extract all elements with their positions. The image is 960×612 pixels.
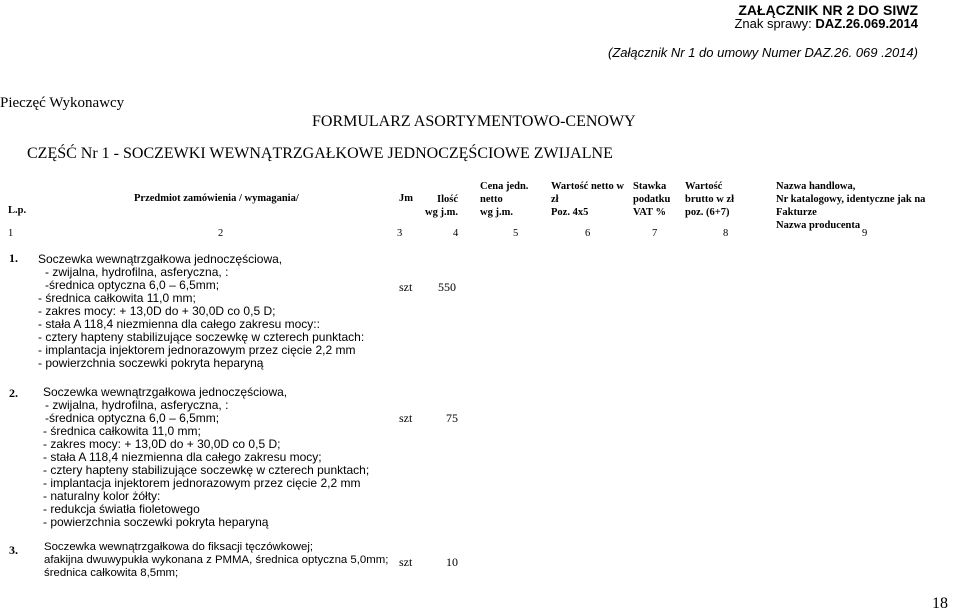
description-line: - redukcja światła fioletowego (43, 502, 200, 516)
column-number: 9 (862, 228, 868, 239)
column-number: 1 (8, 228, 14, 239)
case-number: DAZ.26.069.2014 (815, 16, 918, 31)
column-header-line: Stawka (633, 181, 667, 192)
column-header-line: L.p. (8, 205, 27, 216)
column-header-line: Ilość (437, 194, 458, 205)
column-number: 4 (453, 228, 459, 239)
column-header-line: Fakturze (776, 207, 817, 218)
description-line: - naturalny kolor żółty: (43, 489, 161, 503)
column-number: 8 (723, 228, 729, 239)
row-description (44, 541, 388, 580)
column-number: 3 (397, 228, 403, 239)
row-quantity: 10 (446, 555, 458, 569)
row-quantity: 550 (438, 280, 456, 294)
column-header-line: Nr katalogowy, identyczne jak na (776, 194, 926, 205)
column-header-line: brutto w zł (685, 194, 734, 205)
column-header-line: Poz. 4x5 (551, 207, 589, 218)
column-header-line: poz. (6+7) (685, 207, 730, 218)
description-line: - zakres mocy: + 13,0D do + 30,0D co 0,5 D; (43, 437, 281, 451)
description-line: afakijna dwuwypukła wykonana z PMMA, średnica optyczna 5,0mm; (44, 554, 389, 566)
description-line: - powierzchnia soczewki pokryta heparyną (43, 515, 269, 529)
column-header-unit (399, 192, 413, 205)
description-line: - implantacja injektorem jednorazowym przez cięcie 2,2 mm (38, 343, 356, 357)
description-line: - zwijalna, hydrofilna, asferyczna, : (45, 398, 229, 412)
column-number: 2 (218, 228, 224, 239)
column-header-line: Wartość (685, 181, 723, 192)
row-unit: szt (399, 411, 413, 425)
description-line: Soczewka wewnątrzgałkowa do fiksacji tęczówkowej; (44, 541, 314, 553)
description-line: - średnica całkowita 11,0 mm; (43, 424, 201, 438)
column-header-line: wg j.m. (480, 207, 513, 218)
row-number: 1. (9, 251, 18, 265)
form-title: FORMULARZ ASORTYMENTOWO-CENOWY (312, 113, 636, 130)
column-header-line: Wartość netto w (551, 181, 624, 192)
description-line: - stała A 118,4 niezmienna dla całego zakresu mocy:: (38, 317, 320, 331)
column-header-line: Przedmiot zamówienia / wymagania/ (134, 193, 299, 204)
description-line: Soczewka wewnątrzgałkowa jednoczęściowa, (43, 385, 288, 399)
column-number: 6 (585, 228, 591, 239)
column-header-line: Nazwa producenta (776, 220, 861, 231)
column-header-trade-name (776, 180, 925, 232)
case-reference (734, 17, 918, 30)
description-line: - zwijalna, hydrofilna, asferyczna, : (45, 265, 229, 279)
column-header-net-value (551, 180, 624, 219)
description-line: - implantacja injektorem jednorazowym przez cięcie 2,2 mm (43, 476, 361, 490)
description-line: - cztery hapteny stabilizujące soczewkę w czterech punktach; (43, 463, 370, 477)
part-title: CZĘŚĆ Nr 1 - SOCZEWKI WEWNĄTRZGAŁKOWE JEDNOCZĘŚCIOWE ZWIJALNE (27, 145, 613, 162)
description-line: - stała A 118,4 niezmienna dla całego zakresu mocy; (43, 450, 322, 464)
description-line: -średnica optyczna 6,0 – 6,5mm; (45, 278, 220, 292)
description-line: Soczewka wewnątrzgałkowa jednoczęściowa, (38, 252, 283, 266)
contractor-stamp-label: Pieczęć Wykonawcy (0, 95, 125, 111)
column-header-quantity (420, 193, 458, 219)
contract-reference: (Załącznik Nr 1 do umowy Numer DAZ.26. 069 .2014) (608, 45, 918, 60)
column-header-line: Jm (399, 193, 413, 204)
description-line: - średnica całkowita 11,0 mm; (38, 291, 196, 305)
column-header-line: Nazwa handlowa, (776, 181, 856, 192)
column-number: 7 (652, 228, 658, 239)
column-header-lp (8, 204, 26, 217)
description-line: -średnica optyczna 6,0 – 6,5mm; (45, 411, 220, 425)
description-line: - zakres mocy: + 13,0D do + 30,0D co 0,5 D; (38, 304, 276, 318)
column-number: 5 (513, 228, 519, 239)
description-line: - cztery hapteny stabilizujące soczewkę w czterech punktach: (38, 330, 365, 344)
column-header-gross-value (685, 180, 734, 219)
column-header-vat-rate (633, 180, 670, 219)
row-number: 3. (9, 543, 18, 557)
column-header-line: netto (480, 194, 503, 205)
row-number: 2. (9, 386, 18, 400)
row-description (43, 386, 369, 529)
row-unit: szt (399, 555, 413, 569)
column-header-unit-price (480, 180, 528, 219)
row-description (38, 253, 364, 370)
column-header-line: Cena jedn. (480, 181, 529, 192)
row-unit: szt (399, 280, 413, 294)
column-header-subject (134, 192, 299, 205)
column-header-line: zł (551, 194, 559, 205)
page-number: 18 (932, 595, 948, 612)
column-header-line: podatku (633, 194, 671, 205)
case-label: Znak sprawy: (734, 16, 812, 31)
column-header-line: VAT % (633, 207, 666, 218)
row-quantity: 75 (446, 411, 458, 425)
description-line: - powierzchnia soczewki pokryta heparyną (38, 356, 264, 370)
description-line: średnica całkowita 8,5mm; (44, 567, 179, 579)
attachment-title: ZAŁĄCZNIK NR 2 DO SIWZ (738, 2, 918, 18)
column-header-line: wg j.m. (425, 207, 458, 218)
